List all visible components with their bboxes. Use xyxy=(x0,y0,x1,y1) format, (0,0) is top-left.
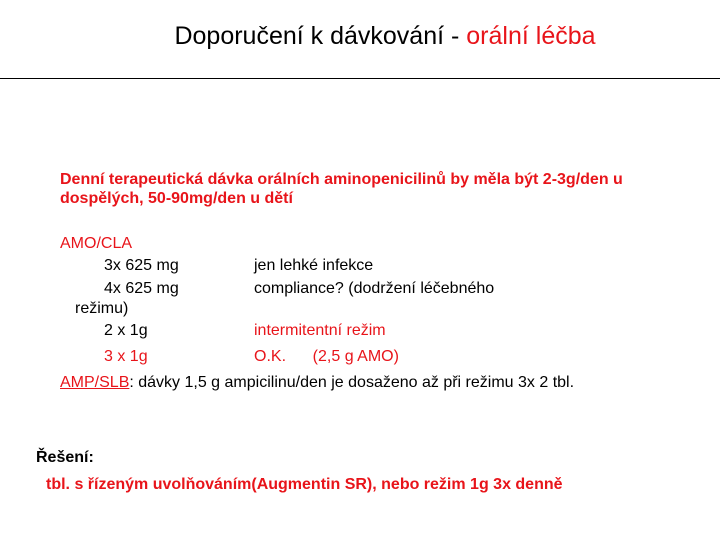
title-black: Doporučení k dávkování - xyxy=(174,22,467,50)
amp-slb-label: AMP/SLB xyxy=(60,374,130,391)
note-row-1: jen lehké infekce xyxy=(254,257,374,274)
intro-line-2: dospělých, 50-90mg/den u dětí xyxy=(60,190,293,207)
amp-slb-line xyxy=(60,373,574,392)
title-divider xyxy=(0,78,720,79)
dose-row-4: 3 x 1g xyxy=(104,348,148,365)
amo-cla-heading: AMO/CLA xyxy=(60,235,133,252)
title-red: orální léčba xyxy=(466,22,596,50)
amp-slb-text: : dávky 1,5 g ampicilinu/den je dosaženo až při režimu 3x 2 tbl. xyxy=(129,374,575,391)
dose-row-1: 3x 625 mg xyxy=(104,257,179,274)
note-row-4: O.K. (2,5 g AMO) xyxy=(254,348,399,365)
intro-line-1: Denní terapeutická dávka orálních aminopenicilinů by měla být 2-3g/den u xyxy=(60,171,623,188)
solution-text: tbl. s řízeným uvolňováním(Augmentin SR), nebo režim 1g 3x denně xyxy=(46,476,563,493)
page-title xyxy=(0,22,720,51)
note-row-3: intermitentní režim xyxy=(254,322,386,339)
dose-row-2: 4x 625 mg xyxy=(104,280,179,297)
dose-row-2-continuation: režimu) xyxy=(75,300,129,317)
note-row-2: compliance? (dodržení léčebného xyxy=(254,280,495,297)
dose-row-3: 2 x 1g xyxy=(104,322,148,339)
solution-heading: Řešení: xyxy=(36,449,94,466)
